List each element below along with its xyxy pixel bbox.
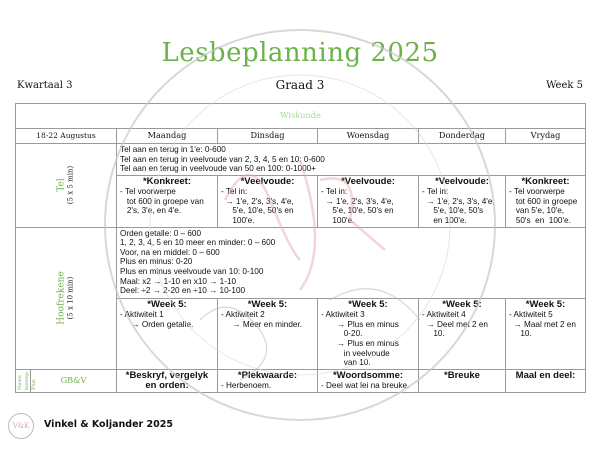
week-label: Week 5	[546, 80, 583, 91]
row-name: Tel	[56, 178, 67, 193]
hoofrekene-overview: Orden getalle: 0 – 600 1, 2, 3, 4, 5 en 10 meer en minder: 0 – 600 Voor, na en middel: 0 – 600 Plus en minus: 0-20 Plus en minus veelvoude van 10: 0-100 Maal: x2 → 1-10 en x10 → 1-10 Deel: ÷2 → 2-20 en ÷10 → 10-100	[117, 227, 586, 298]
tel-activity-vrydag: *Konkreet: - Tel voorwerpe tot 600 in groepe van 5'e, 10'e, 50's en 100'e.	[506, 175, 586, 227]
gbv-cell-woensdag: *Woordsomme: - Deel wat lei na breuke.	[318, 369, 419, 392]
day-header-row	[16, 129, 586, 144]
row-duration: (5 x 10 min)	[66, 276, 75, 320]
day-header-woensdag: Woensdag	[318, 129, 419, 144]
new-concept-label: Nuwe konsep Plus	[16, 369, 31, 392]
tel-activity-dinsdag: *Veelvoude: - Tel in: → 1'e, 2's, 3's, 4'e, 5'e, 10'e, 50's en 100'e.	[218, 175, 318, 227]
day-header-donderdag: Donderdag	[419, 129, 506, 144]
row-label-hoofrekene	[16, 227, 117, 369]
term-label: Kwartaal 3	[17, 80, 73, 91]
footer-copyright: Vinkel & Koljander 2025	[44, 419, 173, 430]
gbv-cell-maandag: *Beskryf, vergelyk en orden:	[117, 369, 218, 392]
hoofrekene-activity-vrydag: *Week 5: - Aktiwiteit 5 → Maal met 2 en 10.	[506, 298, 586, 369]
row-duration: (5 x 5 min)	[66, 166, 75, 205]
gbv-cell-vrydag: Maal en deel:	[506, 369, 586, 392]
gbv-cell-dinsdag: *Plekwaarde: - Herbenoem.	[218, 369, 318, 392]
footer-logo: V&K	[8, 413, 34, 439]
gbv-cell-donderdag: *Breuke	[419, 369, 506, 392]
hoofrekene-activity-donderdag: *Week 5: - Aktiwiteit 4 → Deel met 2 en 10.	[419, 298, 506, 369]
page-title: Lesbeplanning 2025	[161, 38, 439, 68]
row-name: Hoofrekene	[56, 271, 67, 325]
lesson-plan-table	[15, 103, 586, 393]
row-label-tel	[16, 144, 117, 228]
day-header-vrydag: Vrydag	[506, 129, 586, 144]
grade-label: Graad 3	[275, 78, 325, 92]
hoofrekene-activity-woensdag: *Week 5: - Aktiwiteit 3 → Plus en minus 0-20. → Plus en minus in veelvoude van 10.	[318, 298, 419, 369]
tel-activity-maandag: *Konkreet: - Tel voorwerpe tot 600 in groepe van 2's, 3'e, en 4'e.	[117, 175, 218, 227]
tel-overview: Tel aan en terug in 1'e: 0-600 Tel aan en terug in veelvoude van 2, 3, 4, 5 en 10: 0-600 Tel aan en terug in veelvoude van 50 en 100: 0-1000+	[117, 144, 586, 176]
gbv-label: GB&V	[31, 369, 117, 392]
hoofrekene-activity-maandag: *Week 5: - Aktiwiteit 1 → Orden getalle.	[117, 298, 218, 369]
date-range: 18-22 Augustus	[16, 129, 117, 144]
subject-heading: Wiskunde	[16, 104, 586, 129]
hoofrekene-activity-dinsdag: *Week 5: - Aktiwiteit 2 → Meer en minder.	[218, 298, 318, 369]
day-header-dinsdag: Dinsdag	[218, 129, 318, 144]
tel-activity-donderdag: *Veelvoude: - Tel in: → 1'e, 2's, 3's, 4'e, 5'e, 10'e, 50's en 100'e.	[419, 175, 506, 227]
day-header-maandag: Maandag	[117, 129, 218, 144]
tel-activity-woensdag: *Veelvoude: - Tel in: → 1'e, 2's, 3's, 4'e, 5'e, 10'e, 50's en 100'e.	[318, 175, 419, 227]
